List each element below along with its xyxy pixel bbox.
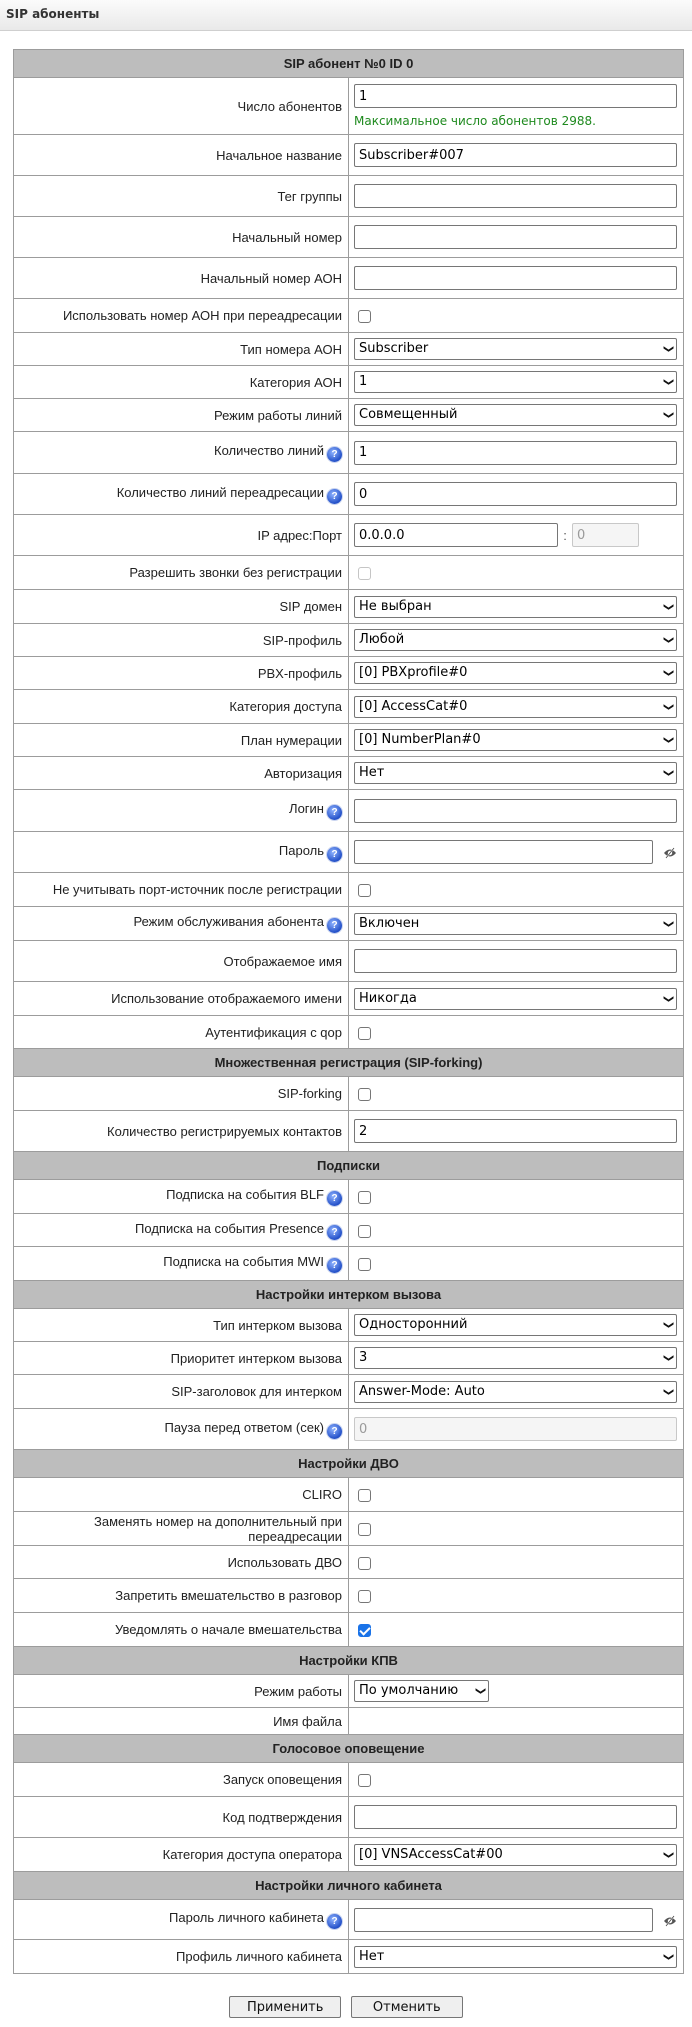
- row-answer-pause: [14, 1409, 684, 1450]
- sip-profile-value: Любой: [359, 632, 405, 647]
- row-operator-category: [14, 1838, 684, 1872]
- label-use-dvo: Использовать ДВО: [14, 1546, 349, 1579]
- row-qop-auth: [14, 1016, 684, 1049]
- section-header-dvo: Настройки ДВО: [14, 1450, 684, 1478]
- aon-category-select[interactable]: [354, 371, 677, 393]
- label-qop-auth: Аутентификация с qop: [14, 1016, 349, 1049]
- help-icon[interactable]: ?: [327, 1258, 342, 1273]
- row-kpv-filename: [14, 1708, 684, 1735]
- chevron-down-icon: ❯: [662, 1320, 674, 1330]
- section-header-kpv: Настройки КПВ: [14, 1647, 684, 1675]
- help-icon[interactable]: ?: [327, 1225, 342, 1240]
- chevron-down-icon: ❯: [662, 1952, 674, 1961]
- line-count-input[interactable]: [354, 441, 677, 465]
- label-cliro: CLIRO: [14, 1478, 349, 1512]
- row-numbering-plan: [14, 724, 684, 757]
- row-intercom-header: [14, 1375, 684, 1409]
- aon-category-value: 1: [359, 374, 368, 389]
- label-use-aon-forward: Использовать номер АОН при переадресации: [14, 299, 349, 333]
- row-line-mode: [14, 399, 684, 432]
- kpv-mode-select[interactable]: [354, 1680, 489, 1702]
- row-sip-profile: [14, 624, 684, 657]
- row-subscriber-count: [14, 78, 684, 135]
- section-header-intercom: Настройки интерком вызова: [14, 1281, 684, 1309]
- label-intercom-type: Тип интерком вызова: [14, 1309, 349, 1342]
- label-aon-type: Тип номера АОН: [14, 333, 349, 366]
- row-pbx-profile: [14, 657, 684, 690]
- start-aon-input[interactable]: [354, 266, 677, 290]
- label-password: Пароль ?: [14, 832, 349, 873]
- kpv-filename-value: [349, 1708, 684, 1735]
- form-actions: [0, 1996, 692, 2018]
- ip-address-input[interactable]: [354, 523, 558, 547]
- chevron-down-icon: ❯: [662, 1850, 674, 1859]
- line-mode-value: Совмещенный: [359, 407, 458, 422]
- deny-intrusion-checkbox[interactable]: [358, 1590, 371, 1603]
- row-allow-unregistered: [14, 556, 684, 590]
- label-deny-intrusion: Запретить вмешательство в разговор: [14, 1579, 349, 1613]
- cancel-button[interactable]: Отменить: [351, 1996, 463, 2018]
- cliro-checkbox[interactable]: [358, 1489, 371, 1502]
- label-ip-port: IP адрес:Порт: [14, 515, 349, 556]
- pbx-profile-value: [0] PBXprofile#0: [359, 665, 468, 680]
- row-aon-category: [14, 366, 684, 399]
- label-cabinet-profile: Профиль личного кабинета: [14, 1940, 349, 1974]
- label-start-name: Начальное название: [14, 135, 349, 176]
- row-access-category: [14, 690, 684, 724]
- row-ip-port: [14, 515, 684, 556]
- display-name-usage-value: Никогда: [359, 990, 417, 1006]
- sip-subscriber-form: [13, 49, 684, 1974]
- row-kpv-mode: [14, 1675, 684, 1708]
- eye-toggle-icon[interactable]: [653, 845, 677, 860]
- chevron-down-icon: ❯: [662, 377, 674, 387]
- label-start-aon: Начальный номер АОН: [14, 258, 349, 299]
- label-blf: Подписка на события BLF ?: [14, 1180, 349, 1214]
- chevron-down-icon: ❯: [662, 702, 674, 711]
- chevron-down-icon: ❯: [662, 410, 674, 420]
- notify-intrusion-checkbox[interactable]: [358, 1624, 371, 1637]
- password-input[interactable]: [354, 840, 653, 864]
- label-group-tag: Тег группы: [14, 176, 349, 217]
- row-use-dvo: [14, 1546, 684, 1579]
- chevron-down-icon: ❯: [662, 1387, 674, 1396]
- label-alert-start: Запуск оповещения: [14, 1763, 349, 1797]
- pbx-profile-select[interactable]: [354, 662, 677, 684]
- label-contacts-count: Количество регистрируемых контактов: [14, 1111, 349, 1152]
- row-mwi: [14, 1247, 684, 1281]
- section-header-forking: Множественная регистрация (SIP-forking): [14, 1049, 684, 1077]
- row-intercom-type: [14, 1309, 684, 1342]
- login-input[interactable]: [354, 799, 677, 823]
- row-service-mode: [14, 907, 684, 941]
- cabinet-profile-select[interactable]: [354, 1946, 677, 1968]
- aon-type-value: Subscriber: [359, 341, 429, 356]
- row-blf: [14, 1180, 684, 1214]
- chevron-down-icon: ❯: [474, 1686, 486, 1696]
- chevron-down-icon: ❯: [662, 768, 674, 778]
- label-start-number: Начальный номер: [14, 217, 349, 258]
- label-kpv-filename: Имя файла: [14, 1708, 349, 1735]
- eye-toggle-icon[interactable]: [653, 1912, 677, 1927]
- display-name-usage-select[interactable]: [354, 988, 677, 1010]
- row-start-number: [14, 217, 684, 258]
- ignore-src-port-checkbox[interactable]: [358, 884, 371, 897]
- sip-forking-checkbox[interactable]: [358, 1088, 371, 1101]
- label-aon-category: Категория АОН: [14, 366, 349, 399]
- row-deny-intrusion: [14, 1579, 684, 1613]
- section-header-cabinet: Настройки личного кабинета: [14, 1872, 684, 1900]
- alert-start-checkbox[interactable]: [358, 1774, 371, 1787]
- row-alert-start: [14, 1763, 684, 1797]
- numbering-plan-value: [0] NumberPlan#0: [359, 732, 481, 747]
- answer-pause-input[interactable]: [354, 1417, 677, 1441]
- row-use-aon-forward: [14, 299, 684, 333]
- intercom-type-select[interactable]: [354, 1314, 677, 1336]
- intercom-priority-value: 3: [359, 1350, 368, 1365]
- intercom-type-value: Односторонний: [359, 1317, 468, 1332]
- label-authorization: Авторизация: [14, 757, 349, 790]
- contacts-count-input[interactable]: [354, 1119, 677, 1143]
- intercom-header-value: Answer-Mode: Auto: [359, 1383, 485, 1399]
- row-cabinet-password: [14, 1900, 684, 1940]
- authorization-select[interactable]: [354, 762, 677, 784]
- port-input[interactable]: [572, 523, 639, 547]
- max-subscribers-hint: Максимальное число абонентов 2988.: [354, 114, 596, 128]
- label-intercom-header: SIP-заголовок для интерком: [14, 1375, 349, 1409]
- start-name-input[interactable]: [354, 143, 677, 167]
- presence-checkbox[interactable]: [358, 1225, 371, 1238]
- access-category-select[interactable]: [354, 696, 677, 718]
- label-notify-intrusion: Уведомлять о начале вмешательства: [14, 1613, 349, 1647]
- display-name-input[interactable]: [354, 949, 677, 973]
- label-display-name: Отображаемое имя: [14, 941, 349, 982]
- row-start-aon: [14, 258, 684, 299]
- row-login: [14, 790, 684, 832]
- label-sip-domain: SIP домен: [14, 590, 349, 624]
- label-sip-profile: SIP-профиль: [14, 624, 349, 657]
- help-icon[interactable]: ?: [327, 489, 342, 504]
- ip-port-separator: :: [563, 527, 567, 543]
- window-title: SIP абоненты: [6, 7, 100, 21]
- confirm-code-input[interactable]: [354, 1805, 677, 1829]
- label-display-name-usage: Использование отображаемого имени: [14, 982, 349, 1016]
- label-operator-category: Категория доступа оператора: [14, 1838, 349, 1872]
- kpv-mode-value: По умолчанию: [359, 1683, 459, 1698]
- chevron-down-icon: ❯: [662, 602, 674, 611]
- label-pbx-profile: PBX-профиль: [14, 657, 349, 690]
- help-icon[interactable]: ?: [327, 1424, 342, 1439]
- chevron-down-icon: ❯: [662, 635, 674, 645]
- label-confirm-code: Код подтверждения: [14, 1797, 349, 1838]
- row-sip-domain: [14, 590, 684, 624]
- label-presence: Подписка на события Presence ?: [14, 1214, 349, 1247]
- apply-button[interactable]: Применить: [229, 1996, 341, 2018]
- chevron-down-icon: ❯: [662, 668, 674, 678]
- row-authorization: [14, 757, 684, 790]
- row-sip-forking: [14, 1077, 684, 1111]
- help-icon[interactable]: ?: [327, 447, 342, 462]
- section-header-subscriptions: Подписки: [14, 1152, 684, 1180]
- row-presence: [14, 1214, 684, 1247]
- row-display-name-usage: [14, 982, 684, 1016]
- use-aon-forward-checkbox[interactable]: [358, 310, 371, 323]
- row-aon-type: [14, 333, 684, 366]
- label-cabinet-password: Пароль личного кабинета ?: [14, 1900, 349, 1940]
- sip-profile-select[interactable]: [354, 629, 677, 651]
- label-sip-forking: SIP-forking: [14, 1077, 349, 1111]
- subscriber-count-input[interactable]: [354, 84, 677, 108]
- authorization-value: Нет: [359, 765, 385, 780]
- row-replace-number: [14, 1512, 684, 1546]
- replace-number-checkbox[interactable]: [358, 1523, 371, 1536]
- help-icon[interactable]: ?: [327, 1191, 342, 1206]
- numbering-plan-select[interactable]: [354, 729, 677, 751]
- help-icon[interactable]: ?: [327, 805, 342, 820]
- service-mode-value: Включен: [359, 915, 420, 931]
- cabinet-password-input[interactable]: [354, 1908, 653, 1932]
- label-allow-unregistered: Разрешить звонки без регистрации: [14, 556, 349, 590]
- row-password: [14, 832, 684, 873]
- operator-category-value: [0] VNSAccessCat#00: [359, 1846, 503, 1862]
- operator-category-select[interactable]: [354, 1844, 677, 1866]
- line-mode-select[interactable]: [354, 404, 677, 426]
- row-confirm-code: [14, 1797, 684, 1838]
- row-line-count: [14, 432, 684, 474]
- service-mode-select[interactable]: [354, 913, 677, 935]
- chevron-down-icon: ❯: [662, 344, 674, 354]
- intercom-header-select[interactable]: [354, 1381, 677, 1403]
- forward-line-count-input[interactable]: [354, 482, 677, 506]
- mwi-checkbox[interactable]: [358, 1258, 371, 1271]
- label-login: Логин ?: [14, 790, 349, 832]
- blf-checkbox[interactable]: [358, 1191, 371, 1204]
- sip-domain-value: Не выбран: [359, 598, 432, 614]
- label-service-mode: Режим обслуживания абонента ?: [14, 907, 349, 941]
- section-header-voice-alert: Голосовое оповещение: [14, 1735, 684, 1763]
- row-ignore-src-port: [14, 873, 684, 907]
- chevron-down-icon: ❯: [662, 735, 674, 745]
- row-cabinet-profile: [14, 1940, 684, 1974]
- label-access-category: Категория доступа: [14, 690, 349, 724]
- chevron-down-icon: ❯: [662, 1353, 674, 1363]
- chevron-down-icon: ❯: [662, 994, 674, 1003]
- label-forward-line-count: Количество линий переадресации ?: [14, 474, 349, 515]
- label-replace-number: Заменять номер на дополнительный при переадресации: [14, 1512, 349, 1546]
- row-display-name: [14, 941, 684, 982]
- group-tag-input[interactable]: [354, 184, 677, 208]
- label-ignore-src-port: Не учитывать порт-источник после регистрации: [14, 873, 349, 907]
- row-contacts-count: [14, 1111, 684, 1152]
- label-line-count: Количество линий ?: [14, 432, 349, 474]
- start-number-input[interactable]: [354, 225, 677, 249]
- section-header-subscriber: SIP абонент №0 ID 0: [14, 50, 684, 78]
- row-forward-line-count: [14, 474, 684, 515]
- row-start-name: [14, 135, 684, 176]
- chevron-down-icon: ❯: [662, 919, 674, 928]
- window-title-bar: [0, 0, 692, 31]
- use-dvo-checkbox[interactable]: [358, 1557, 371, 1570]
- intercom-priority-select[interactable]: [354, 1347, 677, 1369]
- row-notify-intrusion: [14, 1613, 684, 1647]
- row-cliro: [14, 1478, 684, 1512]
- label-kpv-mode: Режим работы: [14, 1675, 349, 1708]
- label-subscriber-count: Число абонентов: [14, 78, 349, 135]
- row-group-tag: [14, 176, 684, 217]
- help-icon[interactable]: ?: [327, 1914, 342, 1929]
- sip-domain-select[interactable]: [354, 596, 677, 618]
- row-intercom-priority: [14, 1342, 684, 1375]
- label-answer-pause: Пауза перед ответом (сек) ?: [14, 1409, 349, 1450]
- label-numbering-plan: План нумерации: [14, 724, 349, 757]
- access-category-value: [0] AccessCat#0: [359, 698, 468, 714]
- help-icon[interactable]: ?: [327, 847, 342, 862]
- label-intercom-priority: Приоритет интерком вызова: [14, 1342, 349, 1375]
- allow-unregistered-checkbox[interactable]: [358, 567, 371, 580]
- label-line-mode: Режим работы линий: [14, 399, 349, 432]
- label-mwi: Подписка на события MWI ?: [14, 1247, 349, 1281]
- cabinet-profile-value: Нет: [359, 1948, 385, 1964]
- qop-auth-checkbox[interactable]: [358, 1027, 371, 1040]
- help-icon[interactable]: ?: [327, 918, 342, 933]
- aon-type-select[interactable]: [354, 338, 677, 360]
